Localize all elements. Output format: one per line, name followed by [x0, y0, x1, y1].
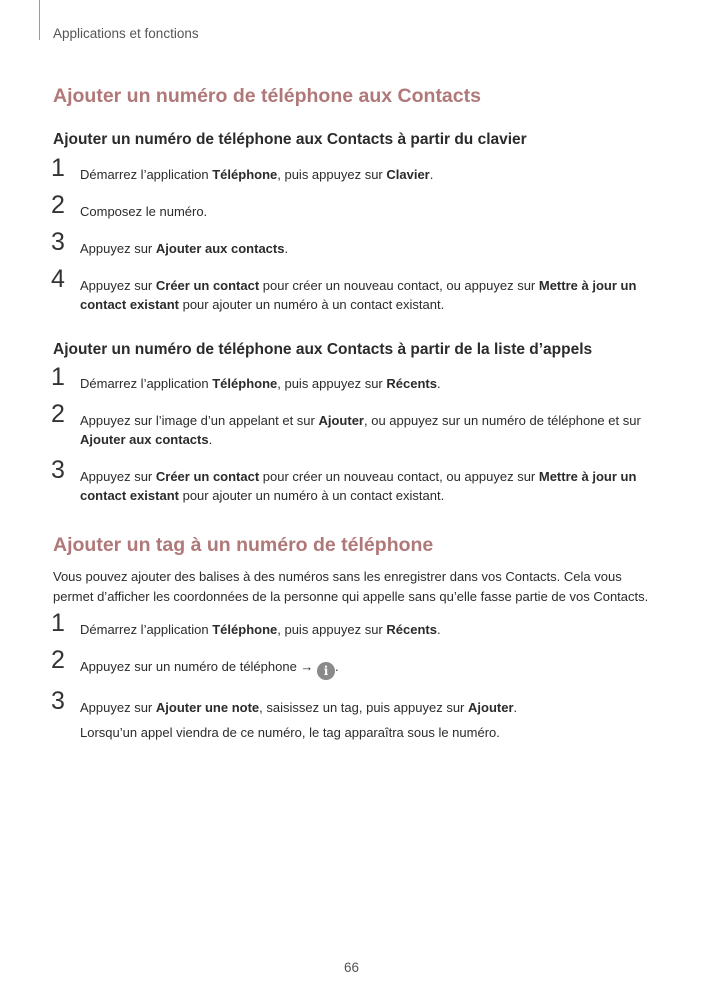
step-text: pour créer un nouveau contact, ou appuyez sur	[259, 468, 539, 484]
step-text: Démarrez l’application	[80, 622, 213, 638]
step-2	[51, 399, 653, 449]
step-text: pour ajouter un numéro à un contact existant.	[178, 487, 445, 503]
step-number: 2	[51, 399, 65, 428]
step-3	[51, 455, 653, 505]
step-number: 1	[51, 153, 65, 182]
step-bold-text: Ajouter une note	[155, 700, 260, 716]
step-text: , puis appuyez sur	[277, 622, 387, 638]
intro-paragraph: Vous pouvez ajouter des balises à des numéros sans les enregistrer dans vos Contacts. Cela vous permet d’afficher les coordonnées de la personne qui appelle sans qu’elle fasse partie de vos Contacts.	[53, 569, 649, 604]
step-number: 2	[51, 646, 65, 675]
step-text: .	[436, 375, 441, 391]
step-bold-text: Mettre à jour un contact existant	[80, 468, 637, 503]
step-note: Lorsqu’un appel viendra de ce numéro, le tag apparaîtra sous le numéro.	[80, 725, 500, 741]
step-bold-text: Ajouter aux contacts	[155, 240, 285, 256]
step-text: Démarrez l’application	[80, 375, 213, 391]
step-text: .	[208, 431, 213, 447]
section-header: Applications et fonctions	[53, 26, 199, 41]
step-bold-text: Téléphone	[212, 622, 278, 638]
step-text: Appuyez sur	[80, 240, 156, 256]
step-number: 2	[51, 190, 65, 219]
section-title-add-tag: Ajouter un tag à un numéro de téléphone	[53, 533, 434, 556]
step-4	[51, 264, 653, 314]
step-1	[51, 609, 653, 639]
step-1	[51, 153, 653, 184]
step-number: 4	[51, 264, 65, 293]
page-content	[53, 84, 653, 760]
subsection-title-from-call-log: Ajouter un numéro de téléphone aux Contacts à partir de la liste d’appels	[53, 340, 593, 358]
step-2	[51, 190, 653, 221]
subsection-title-from-keypad: Ajouter un numéro de téléphone aux Contacts à partir du clavier	[53, 131, 527, 149]
step-text: .	[436, 622, 441, 638]
step-number: 1	[51, 362, 65, 391]
step-1	[51, 362, 653, 393]
step-text: pour ajouter un numéro à un contact existant.	[178, 296, 445, 312]
step-text: .	[429, 166, 434, 182]
step-text: Composez le numéro.	[80, 203, 208, 219]
step-bold-text: Créer un contact	[155, 277, 260, 293]
step-bold-text: Ajouter aux contacts	[80, 431, 209, 447]
step-2	[51, 646, 653, 680]
step-text: , saisissez un tag, puis appuyez sur	[259, 700, 468, 716]
step-bold-text: Téléphone	[212, 166, 278, 182]
step-text: , puis appuyez sur	[277, 375, 387, 391]
step-text: .	[335, 659, 339, 675]
step-text: , puis appuyez sur	[277, 166, 387, 182]
step-number: 1	[51, 609, 65, 638]
step-bold-text: Téléphone	[212, 375, 278, 391]
page-number: 66	[343, 960, 360, 975]
step-3	[51, 687, 653, 742]
step-3	[51, 227, 653, 258]
step-text: , ou appuyez sur un numéro de téléphone et sur	[363, 412, 641, 428]
section-title-add-number: Ajouter un numéro de téléphone aux Contacts	[53, 85, 481, 107]
step-text: Appuyez sur	[80, 468, 156, 484]
step-bold-text: Clavier	[386, 166, 430, 182]
header-rule	[39, 0, 40, 40]
step-text: .	[284, 240, 289, 256]
step-text: Démarrez l’application	[80, 166, 213, 182]
step-text: .	[513, 700, 518, 716]
step-number: 3	[51, 455, 65, 484]
info-icon: i	[317, 662, 335, 680]
step-text: pour créer un nouveau contact, ou appuyez sur	[259, 277, 539, 293]
step-bold-text: Récents	[386, 622, 437, 638]
step-text: Appuyez sur	[80, 700, 156, 716]
step-text: Appuyez sur un numéro de téléphone →	[80, 659, 318, 675]
step-bold-text: Créer un contact	[155, 468, 260, 484]
step-bold-text: Ajouter	[468, 700, 514, 716]
step-text: Appuyez sur	[80, 277, 156, 293]
step-number: 3	[51, 687, 65, 716]
step-text: Appuyez sur l’image d’un appelant et sur	[80, 412, 319, 428]
step-bold-text: Ajouter	[318, 412, 364, 428]
step-bold-text: Récents	[386, 375, 437, 391]
step-number: 3	[51, 227, 65, 256]
step-bold-text: Mettre à jour un contact existant	[80, 277, 637, 312]
